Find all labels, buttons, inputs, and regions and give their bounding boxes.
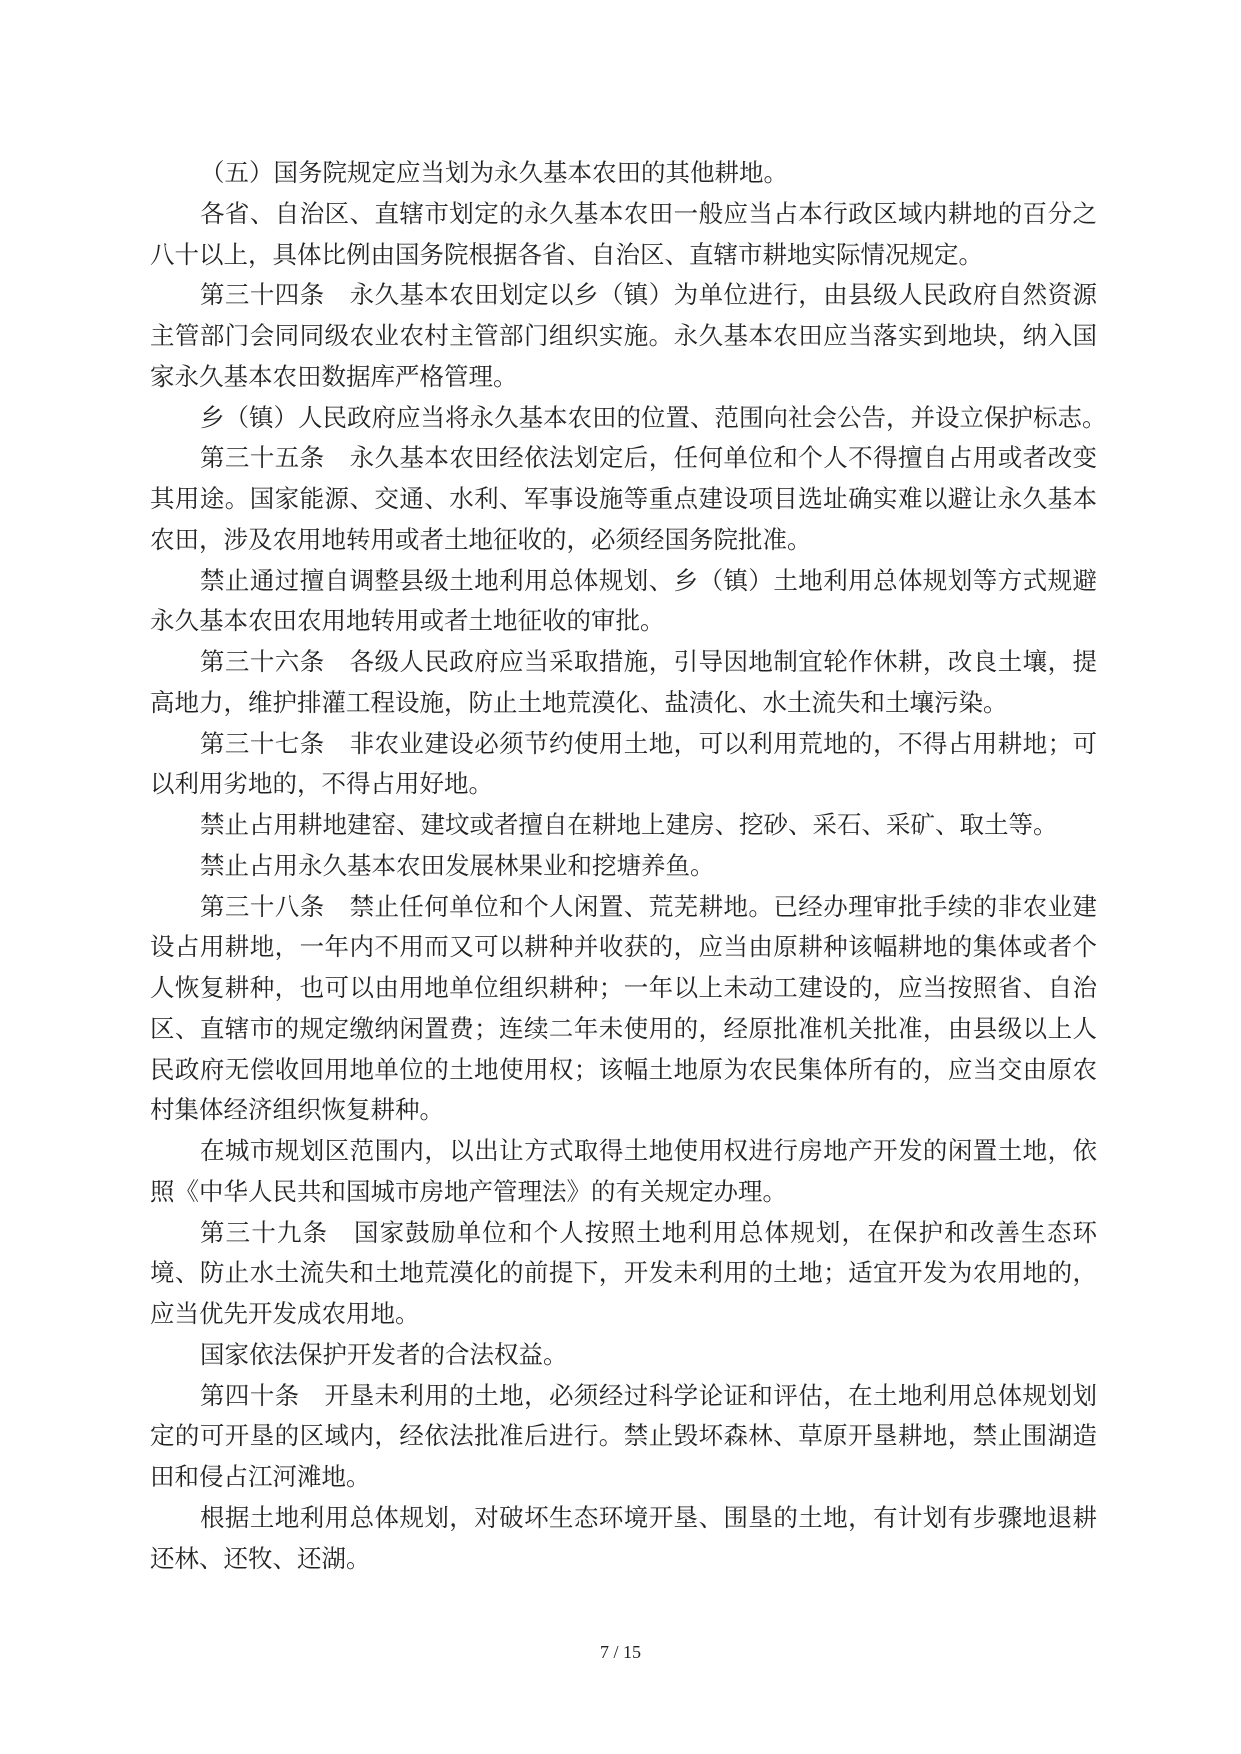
- paragraph: [150, 642, 1097, 724]
- paragraph: [150, 724, 1097, 806]
- text-line: 在城市规划区范围内，以出让方式取得土地使用权进行房地产开发的闲置土地，依: [200, 1136, 1097, 1165]
- paragraph: [150, 438, 1097, 560]
- paragraph: [150, 887, 1097, 1132]
- text-line: 禁止占用永久基本农田发展林果业和挖塘养鱼。: [200, 850, 715, 880]
- text-line: 第三十六条 各级人民政府应当采取措施，引导因地制宜轮作休耕，改良土壤，提: [200, 647, 1097, 676]
- text-line: 主管部门会同同级农业农村主管部门组织实施。永久基本农田应当落实到地块，纳入国: [150, 321, 1097, 350]
- text-line: 还林、还牧、还湖。: [150, 1543, 371, 1573]
- paragraph: [150, 1376, 1097, 1498]
- text-line: 国家依法保护开发者的合法权益。: [200, 1339, 568, 1369]
- text-line: 民政府无偿收回用地单位的土地使用权；该幅土地原为农民集体所有的，应当交由原农: [150, 1054, 1097, 1084]
- text-line: 应当优先开发成农用地。: [150, 1299, 420, 1328]
- text-line: 村集体经济组织恢复耕种。: [150, 1095, 444, 1125]
- text-line: 禁止通过擅自调整县级土地利用总体规划、乡（镇）土地利用总体规划等方式规避: [200, 565, 1097, 595]
- body-text: [150, 153, 1107, 1579]
- text-line: 高地力，维护排灌工程设施，防止土地荒漠化、盐渍化、水土流失和土壤污染。: [150, 687, 1008, 717]
- paragraph: [150, 1498, 1097, 1580]
- text-line: 乡（镇）人民政府应当将永久基本农田的位置、范围向社会公告，并设立保护标志。: [200, 402, 1107, 432]
- paragraph: [150, 805, 1097, 846]
- text-line: 以利用劣地的，不得占用好地。: [150, 769, 493, 799]
- text-line: 人恢复耕种，也可以由用地单位组织耕种；一年以上未动工建设的，应当按照省、自治: [150, 973, 1097, 1002]
- paragraph: [150, 1335, 1097, 1376]
- text-line: 区、直辖市的规定缴纳闲置费；连续二年未使用的，经原批准机关批准，由县级以上人: [150, 1013, 1097, 1043]
- paragraph: [150, 1131, 1097, 1213]
- text-line: 第三十八条 禁止任何单位和个人闲置、荒芜耕地。已经办理审批手续的非农业建: [200, 891, 1097, 921]
- text-line: 各省、自治区、直辖市划定的永久基本农田一般应当占本行政区域内耕地的百分之: [200, 198, 1097, 228]
- text-line: 设占用耕地，一年内不用而又可以耕种并收获的，应当由原耕种该幅耕地的集体或者个: [150, 932, 1097, 962]
- text-line: 定的可开垦的区域内，经依法批准后进行。禁止毁坏森林、草原开垦耕地，禁止围湖造: [150, 1421, 1097, 1451]
- text-line: 照《中华人民共和国城市房地产管理法》的有关规定办理。: [150, 1176, 787, 1206]
- text-line: 农田，涉及农用地转用或者土地征收的，必须经国务院批准。: [150, 524, 812, 554]
- text-line: 第三十五条 永久基本农田经依法划定后，任何单位和个人不得擅自占用或者改变: [200, 443, 1097, 473]
- text-line: 根据土地利用总体规划，对破坏生态环境开垦、围垦的土地，有计划有步骤地退耕: [200, 1502, 1097, 1532]
- text-line: 禁止占用耕地建窑、建坟或者擅自在耕地上建房、挖砂、采石、采矿、取土等。: [200, 810, 1058, 839]
- text-line: 第三十七条 非农业建设必须节约使用土地，可以利用荒地的，不得占用耕地；可: [200, 728, 1097, 758]
- text-line: 第三十九条 国家鼓励单位和个人按照土地利用总体规划，在保护和改善生态环: [200, 1217, 1097, 1247]
- page-number: 7 / 15: [599, 1642, 641, 1662]
- text-line: 田和侵占江河滩地。: [150, 1462, 371, 1491]
- text-line: 其用途。国家能源、交通、水利、军事设施等重点建设项目选址确实难以避让永久基本: [150, 484, 1097, 513]
- paragraph: [150, 398, 1107, 439]
- paragraph: [150, 561, 1097, 643]
- paragraph: [150, 153, 1097, 194]
- paragraph: [150, 1213, 1097, 1335]
- text-line: 第四十条 开垦未利用的土地，必须经过科学论证和评估，在土地利用总体规划划: [200, 1380, 1097, 1410]
- paragraph: [150, 194, 1097, 276]
- text-line: （五）国务院规定应当划为永久基本农田的其他耕地。: [200, 158, 788, 187]
- text-line: 第三十四条 永久基本农田划定以乡（镇）为单位进行，由县级人民政府自然资源: [200, 280, 1097, 310]
- text-line: 家永久基本农田数据库严格管理。: [150, 361, 518, 391]
- text-line: 境、防止水土流失和土地荒漠化的前提下，开发未利用的土地；适宜开发为农用地的，: [150, 1258, 1097, 1288]
- text-line: 八十以上，具体比例由国务院根据各省、自治区、直辖市耕地实际情况规定。: [150, 239, 983, 269]
- paragraph: [150, 846, 1097, 887]
- text-line: 永久基本农田农用地转用或者土地征收的审批。: [150, 606, 665, 636]
- paragraph: [150, 275, 1097, 397]
